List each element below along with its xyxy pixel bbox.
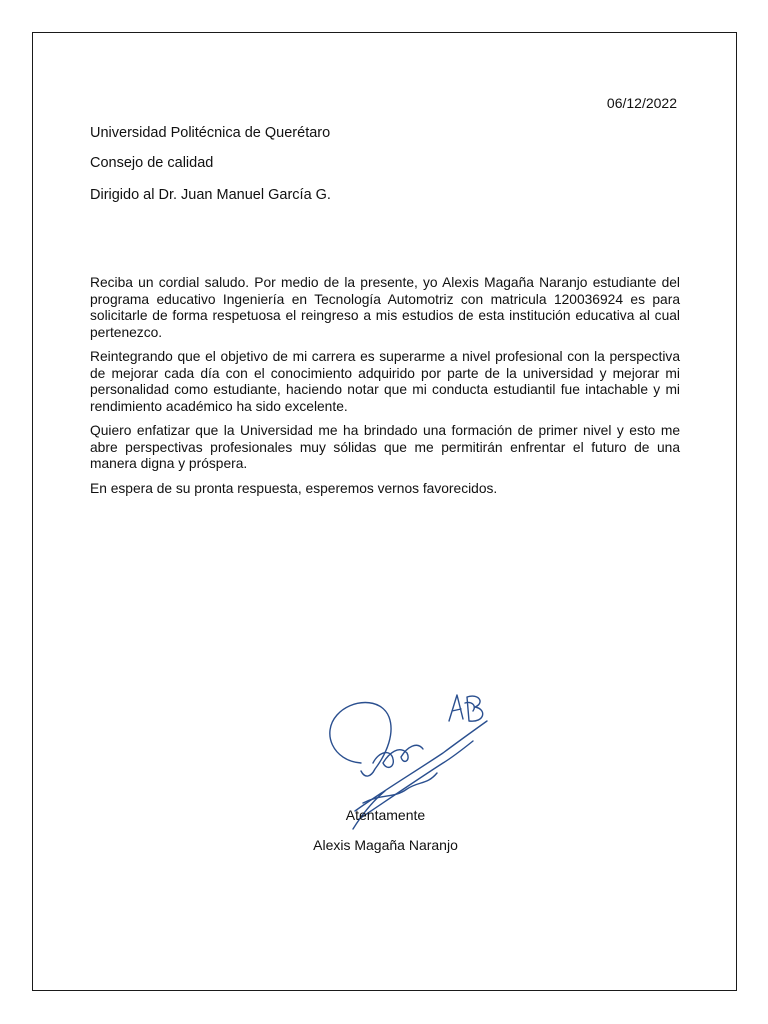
- letter-body: [90, 275, 680, 505]
- body-paragraph: Quiero enfatizar que la Universidad me ha brindado una formación de primer nivel y esto me abre perspectivas profesionales muy sólidas que me permitirán enfrentar el futuro de una manera digna y próspera.: [90, 423, 680, 471]
- signer-name: Alexis Magaña Naranjo: [313, 837, 458, 853]
- recipient-addressee: Dirigido al Dr. Juan Manuel García G.: [90, 187, 331, 203]
- body-paragraph: En espera de su pronta respuesta, esperemos vernos favorecidos.: [90, 480, 498, 496]
- recipient-department: Consejo de calidad: [90, 155, 214, 171]
- letter-page: [32, 32, 737, 991]
- letter-date: 06/12/2022: [606, 95, 677, 111]
- body-paragraph: Reciba un cordial saludo. Por medio de la presente, yo Alexis Magaña Naranjo estudiante del programa educativo Ingeniería en Tecnología Automotriz con matricula 120036924 es para solicitarle de forma respetuosa el reingreso a mis estudios de esta institución educativa al cual pertenezco.: [90, 275, 680, 340]
- body-paragraph: Reintegrando que el objetivo de mi carrera es superarme a nivel profesional con la perspectiva de mejorar cada día con el conocimiento adquirido por parte de la universidad y mejorar mi personalidad como estudiante, haciendo notar que mi conducta estudiantil fue intachable y mi rendimiento académico ha sido excelente.: [90, 349, 680, 414]
- handwritten-signature: [303, 653, 493, 833]
- closing-salutation: Atentamente: [345, 807, 426, 823]
- recipient-institution: Universidad Politécnica de Querétaro: [90, 125, 331, 141]
